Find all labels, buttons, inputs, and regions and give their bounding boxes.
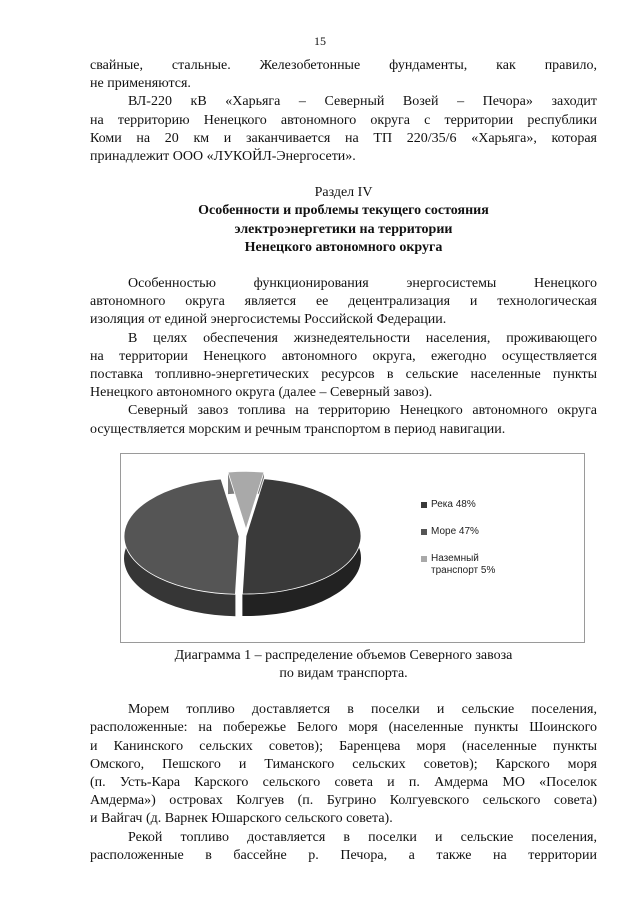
chart-caption: Диаграмма 1 – распределение объемов Северного завоза	[174, 647, 513, 663]
text-line: Ненецкого автономного округа (далее – Северный завоз).	[90, 385, 433, 401]
text-line: автономного округа является ее децентрализация и технологическая	[90, 294, 597, 310]
legend-item	[421, 553, 511, 577]
legend-swatch	[421, 556, 427, 562]
legend-swatch	[421, 529, 427, 535]
pie-chart-svg	[121, 454, 584, 642]
text-line: Амдерма») островах Колгуев (п. Бугрино Колгуевского сельского совета)	[90, 793, 597, 809]
text-line: на территорию Ненецкого автономного округа с территории республики	[90, 112, 597, 128]
section-label: Раздел IV	[314, 185, 373, 201]
text-line: Северный завоз топлива на территорию Ненецкого автономного округа	[128, 403, 597, 419]
legend-label: Море 47%	[431, 525, 479, 537]
text-line: принадлежит ООО «ЛУКОЙЛ-Энергосети».	[90, 149, 356, 165]
pie-chart	[120, 453, 585, 643]
section-title: Ненецкого автономного округа	[244, 239, 443, 255]
section-title: Особенности и проблемы текущего состояния	[198, 203, 489, 219]
legend-item	[421, 526, 511, 538]
chart-legend	[421, 499, 511, 592]
text-line: поставка топливно-энергетических ресурсов в сельские населенные пункты	[90, 367, 597, 383]
text-line: В целях обеспечения жизнедеятельности населения, проживающего	[128, 330, 597, 346]
text-line: расположенные в бассейне р. Печора, а также на территории	[90, 847, 597, 863]
page-number: 15	[314, 34, 326, 48]
text-line: свайные, стальные. Железобетонные фундаменты, как правило,	[90, 58, 597, 73]
text-line: ВЛ-220 кВ «Харьяга – Северный Возей – Печора» заходит	[128, 94, 597, 110]
text-line: и Вайгач (д. Варнек Юшарского сельского совета).	[90, 811, 393, 827]
chart-caption: по видам транспорта.	[279, 666, 408, 682]
text-line: на территории Ненецкого автономного округа, ежегодно осуществляется	[90, 348, 597, 364]
text-line: осуществляется морским и речным транспортом в период навигации.	[90, 421, 506, 437]
text-line: Рекой топливо доставляется в поселки и сельские поселения,	[128, 829, 597, 845]
text-line: не применяются.	[90, 76, 191, 92]
text-line: Морем топливо доставляется в поселки и сельские поселения,	[128, 702, 597, 718]
text-line: Особенностью функционирования энергосистемы Ненецкого	[128, 276, 597, 292]
legend-swatch	[421, 502, 427, 508]
document-body	[90, 57, 597, 865]
text-line: изоляция от единой энергосистемы Российской Федерации.	[90, 312, 447, 328]
legend-label: Наземный транспорт 5%	[431, 552, 496, 576]
text-line: и Канинского сельских советов); Баренцева моря (населенные пункты	[90, 738, 597, 754]
text-line: Коми на 20 км и заканчивается на ТП 220/35/6 «Харьяга», которая	[90, 130, 597, 146]
text-line: расположенные: на побережье Белого моря (населенные пункты Шоинского	[90, 720, 597, 736]
text-line: (п. Усть-Кара Карского сельского совета и п. Амдерма МО «Поселок	[90, 775, 597, 791]
legend-label: Река 48%	[431, 498, 476, 510]
legend-item	[421, 499, 511, 511]
section-title: электроэнергетики на территории	[234, 221, 453, 237]
text-line: Омского, Пешского и Тиманского сельских советов); Карского моря	[90, 756, 597, 772]
